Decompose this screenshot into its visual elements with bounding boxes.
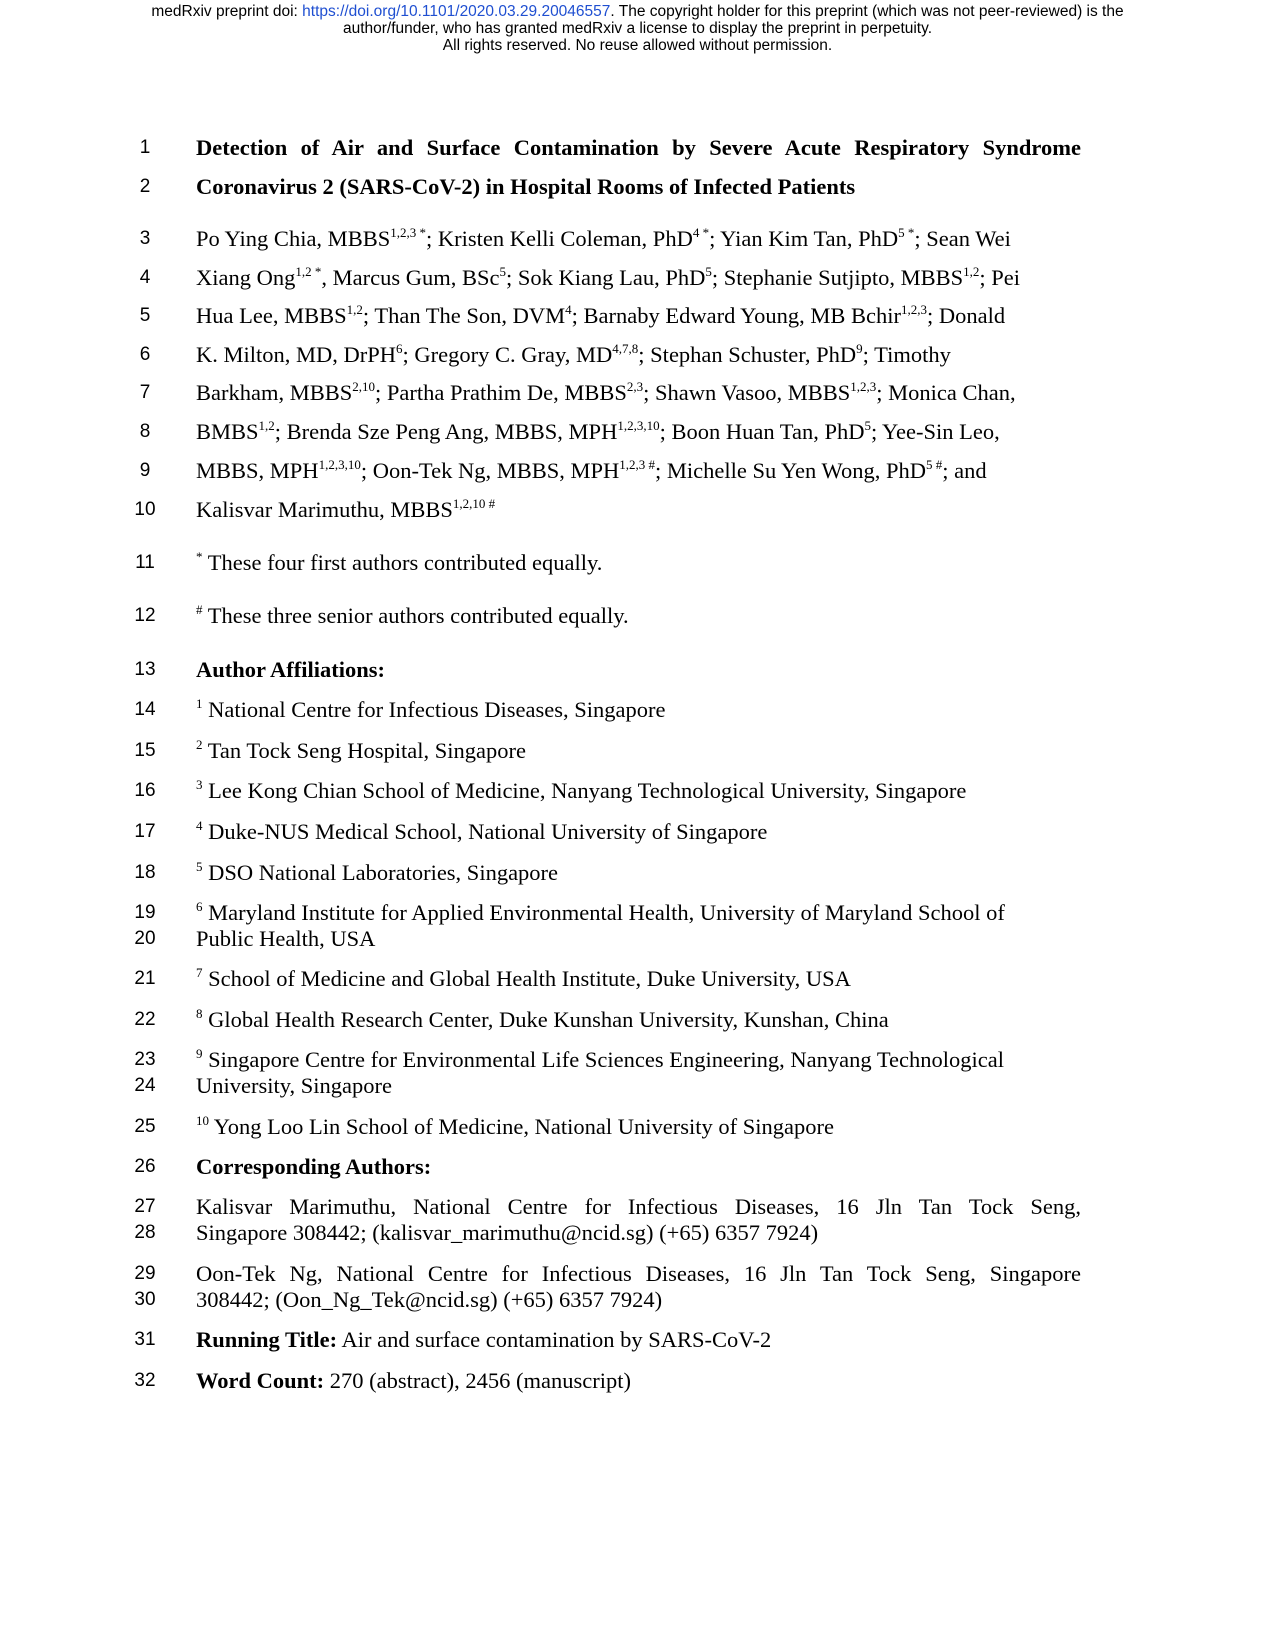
line-number: 25 — [134, 1116, 156, 1137]
author-line: BMBS$^{1,2}$; Brenda Sze Peng Ang, MBBS, MPH$^{1,2,3,10}$; Boon Huan Tan, PhD$^5$; Yee-Sin Leo, — [196, 418, 1000, 444]
line-number: 16 — [134, 780, 156, 801]
line-number: 9 — [139, 460, 151, 481]
line-number: 30 — [134, 1289, 156, 1310]
first-authors-note: * These four first authors contributed equally. — [196, 549, 603, 575]
line-number: 13 — [134, 659, 156, 680]
corresponding-heading: Corresponding Authors: — [196, 1154, 432, 1179]
line-number: 5 — [139, 305, 151, 326]
manuscript-line — [0, 1003, 1275, 1037]
banner-prefix: medRxiv preprint doi: — [151, 3, 303, 20]
line-number: 8 — [139, 421, 151, 442]
manuscript-line — [0, 170, 1275, 204]
line-number: 14 — [134, 699, 156, 720]
line-number: 3 — [139, 228, 151, 249]
author-line: Po Ying Chia, $MBBS^{1,2,3 *}$; Kristen Kelli Coleman, PhD$^{4 *}$; Yian Kim Tan, PhD$^{5 *}$; Sean Wei — [196, 225, 1011, 251]
corresponding-author-1: Kalisvar Marimuthu, National Centre for Infectious Diseases, 16 Jln Tan Tock Seng, — [196, 1194, 1081, 1219]
affiliation-item: $^6$ Maryland Institute for Applied Environmental Health, University of Maryland School of — [196, 899, 1005, 925]
running-title: Running Title: Air and surface contamination by SARS-CoV-2 — [196, 1327, 772, 1352]
corresponding-author-2-contact: 308442; (Oon_Ng_Tek@ncid.sg) (+65) 6357 7924) — [196, 1287, 663, 1312]
preprint-banner — [0, 3, 1275, 54]
affiliation-item: $^9$ Singapore Centre for Environmental Life Sciences Engineering, Nanyang Technological — [196, 1046, 1004, 1072]
affiliation-item: $^2$ Tan Tock Seng Hospital, Singapore — [196, 737, 526, 763]
line-number: 28 — [134, 1222, 156, 1243]
manuscript-line — [0, 222, 1275, 256]
line-number: 11 — [135, 552, 155, 573]
line-number: 2 — [139, 176, 151, 197]
manuscript-line — [0, 774, 1275, 808]
line-number: 1 — [139, 137, 151, 158]
affiliations-heading: Author Affiliations: — [196, 657, 385, 682]
corresponding-author-1-contact: Singapore 308442; (kalisvar_marimuthu@ncid.sg) (+65) 6357 7924) — [196, 1220, 819, 1245]
affiliation-item: $^4$ Duke-NUS Medical School, National University of Singapore — [196, 818, 768, 844]
affiliation-item: $^{10}$ Yong Loo Lin School of Medicine, National University of Singapore — [196, 1113, 834, 1139]
manuscript-line — [0, 261, 1275, 295]
line-number: 12 — [134, 605, 156, 626]
manuscript-line — [0, 1216, 1275, 1250]
manuscript-line — [0, 856, 1275, 890]
manuscript-line — [0, 376, 1275, 410]
line-number: 31 — [134, 1329, 156, 1350]
word-count: Word Count: 270 (abstract), 2456 (manuscript) — [196, 1368, 631, 1393]
manuscript-line — [0, 338, 1275, 372]
line-number: 15 — [134, 740, 156, 761]
banner-suffix: . The copyright holder for this preprint (which was not peer-reviewed) is the — [610, 3, 1124, 20]
manuscript-line — [0, 1364, 1275, 1398]
manuscript-line — [0, 734, 1275, 768]
manuscript-line — [0, 815, 1275, 849]
author-line: Kalisvar Marimuthu, $MBBS^{1,2,10 \#}$ — [196, 496, 496, 522]
corresponding-author-2: Oon-Tek Ng, National Centre for Infectious Diseases, 16 Jln Tan Tock Seng, Singapore — [196, 1261, 1081, 1286]
line-number: 17 — [134, 821, 156, 842]
manuscript-line — [0, 131, 1275, 165]
affiliation-item: $^3$ Lee Kong Chian School of Medicine, Nanyang Technological University, Singapore — [196, 777, 967, 803]
line-number: 21 — [134, 968, 156, 989]
affiliation-item: $^1$ National Centre for Infectious Diseases, Singapore — [196, 696, 666, 722]
author-line: Hua Lee, MBBS$^{1,2}$; Than The Son, DVM$^4$; Barnaby Edward Young, MB Bchir$^{1,2,3}$; Donald — [196, 302, 1006, 328]
line-number: 6 — [139, 344, 151, 365]
manuscript-line — [0, 299, 1275, 333]
line-number: 4 — [139, 267, 151, 288]
line-number: 22 — [134, 1009, 156, 1030]
line-number: 19 — [134, 902, 156, 923]
line-number: 24 — [134, 1075, 156, 1096]
manuscript-line — [0, 1323, 1275, 1357]
manuscript-line — [0, 415, 1275, 449]
manuscript-line — [0, 922, 1275, 956]
line-number: 32 — [134, 1370, 156, 1391]
line-number: 27 — [134, 1196, 156, 1217]
author-line: MBBS, MPH$^{1,2,3,10}$; Oon-Tek Ng, MBBS, $MPH^{1,2,3 \#}$; Michelle Su Yen Wong, PhD$^{5 \#}$; and — [196, 457, 987, 483]
title-line-2: Coronavirus 2 (SARS-CoV-2) in Hospital Rooms of Infected Patients — [196, 174, 856, 199]
line-number: 20 — [134, 928, 156, 949]
author-line: Xiang Ong$^{1,2 *}$, Marcus Gum, BSc$^5$; Sok Kiang Lau, PhD$^5$; Stephanie Sutjipto, MBBS$^{1,2}$; Pei — [196, 264, 1021, 290]
author-line: Barkham, MBBS$^{2,10}$; Partha Prathim De, MBBS$^{2,3}$; Shawn Vasoo, MBBS$^{1,2,3}$; Monica Chan, — [196, 379, 1016, 405]
line-number: 10 — [134, 499, 156, 520]
affiliation-item: $^8$ Global Health Research Center, Duke Kunshan University, Kunshan, China — [196, 1006, 889, 1032]
line-number: 26 — [134, 1156, 156, 1177]
affiliation-item: $^5$ DSO National Laboratories, Singapore — [196, 859, 559, 885]
affiliation-continuation: University, Singapore — [196, 1073, 393, 1098]
senior-authors-note: # These three senior authors contributed equally. — [196, 602, 629, 628]
manuscript-line — [0, 599, 1275, 633]
title-line-1: Detection of Air and Surface Contamination by Severe Acute Respiratory Syndrome — [196, 135, 1081, 160]
author-line: K. Milton, MD, DrPH$^6$; Gregory C. Gray, MD$^{4,7,8}$; Stephan Schuster, PhD$^9$; Timothy — [196, 341, 951, 367]
line-number: 23 — [134, 1049, 156, 1070]
manuscript-line — [0, 653, 1275, 687]
affiliation-continuation: Public Health, USA — [196, 926, 376, 951]
manuscript-line — [0, 1069, 1275, 1103]
banner-line-3: All rights reserved. No reuse allowed without permission. — [442, 37, 833, 54]
affiliation-item: $^7$ School of Medicine and Global Health Institute, Duke University, USA — [196, 965, 851, 991]
manuscript-line — [0, 1283, 1275, 1317]
manuscript-line — [0, 693, 1275, 727]
manuscript-line — [0, 546, 1275, 580]
line-number: 18 — [134, 862, 156, 883]
manuscript-line — [0, 493, 1275, 527]
manuscript-line — [0, 454, 1275, 488]
manuscript-line — [0, 962, 1275, 996]
doi-link[interactable]: https://doi.org/10.1101/2020.03.29.20046557 — [302, 3, 611, 20]
line-number: 29 — [134, 1263, 156, 1284]
banner-line-2: author/funder, who has granted medRxiv a license to display the preprint in perpetuity. — [342, 20, 933, 37]
manuscript-line — [0, 1110, 1275, 1144]
line-number: 7 — [139, 382, 151, 403]
manuscript-line — [0, 1150, 1275, 1184]
